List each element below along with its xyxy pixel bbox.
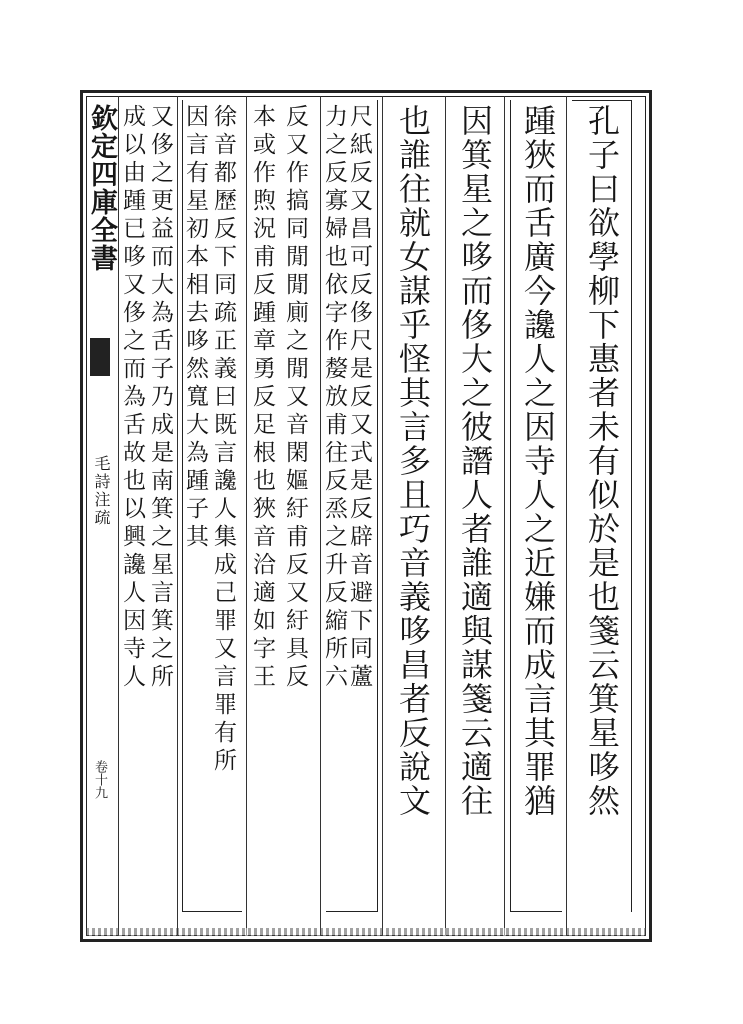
book-title: 欽定四庫全書 bbox=[86, 104, 117, 272]
annotation-column: 成以由踵已哆又侈之而為舌故也以興讒人因寺人 bbox=[119, 104, 145, 692]
column-rule bbox=[566, 96, 567, 936]
column-rule bbox=[445, 96, 446, 936]
text-column: 踵狹而舌廣今讒人之因寺人之近嫌而成言其罪猶 bbox=[519, 104, 557, 818]
column-rule bbox=[504, 96, 505, 936]
column-rule bbox=[177, 96, 178, 936]
bottom-border-decoration bbox=[86, 928, 646, 936]
annotation-column: 反又作搞同閒閒廁之閒又音閑嫗紆甫反又紆具反 bbox=[282, 104, 308, 692]
annotation-column: 本或作煦況甫反踵章勇反足根也狹音洽適如字王 bbox=[249, 104, 275, 692]
annotation-column: 尺紙反又昌可反侈尺是反又式是反辟音避下同蘆 bbox=[346, 104, 372, 692]
annotation-column: 因言有星初本相去哆然寬大為踵子其 bbox=[182, 104, 208, 552]
text-column: 孔子曰欲學柳下惠者未有似於是也箋云箕星哆然 bbox=[583, 104, 621, 818]
spine-ink-block bbox=[90, 338, 110, 376]
column-rule bbox=[246, 96, 247, 936]
annotation-column: 徐音都歷反下同疏正義曰既言讒人集成己罪又言罪有所 bbox=[210, 104, 236, 776]
page-number: 卷十九 bbox=[92, 760, 107, 799]
text-column: 因箕星之哆而侈大之彼譖人者誰適與謀箋云適往 bbox=[456, 104, 494, 818]
text-column: 也誰往就女謀乎怪其言多且巧音義哆昌者反說文 bbox=[394, 104, 432, 818]
annotation-column: 力之反寡婦也依字作嫠放甫往反烝之升反縮所六 bbox=[321, 104, 347, 692]
column-rule bbox=[382, 96, 383, 936]
annotation-column: 又侈之更益而大為舌子乃成是南箕之星言箕之所 bbox=[147, 104, 173, 692]
book-subtitle: 毛詩注疏 bbox=[92, 455, 111, 527]
